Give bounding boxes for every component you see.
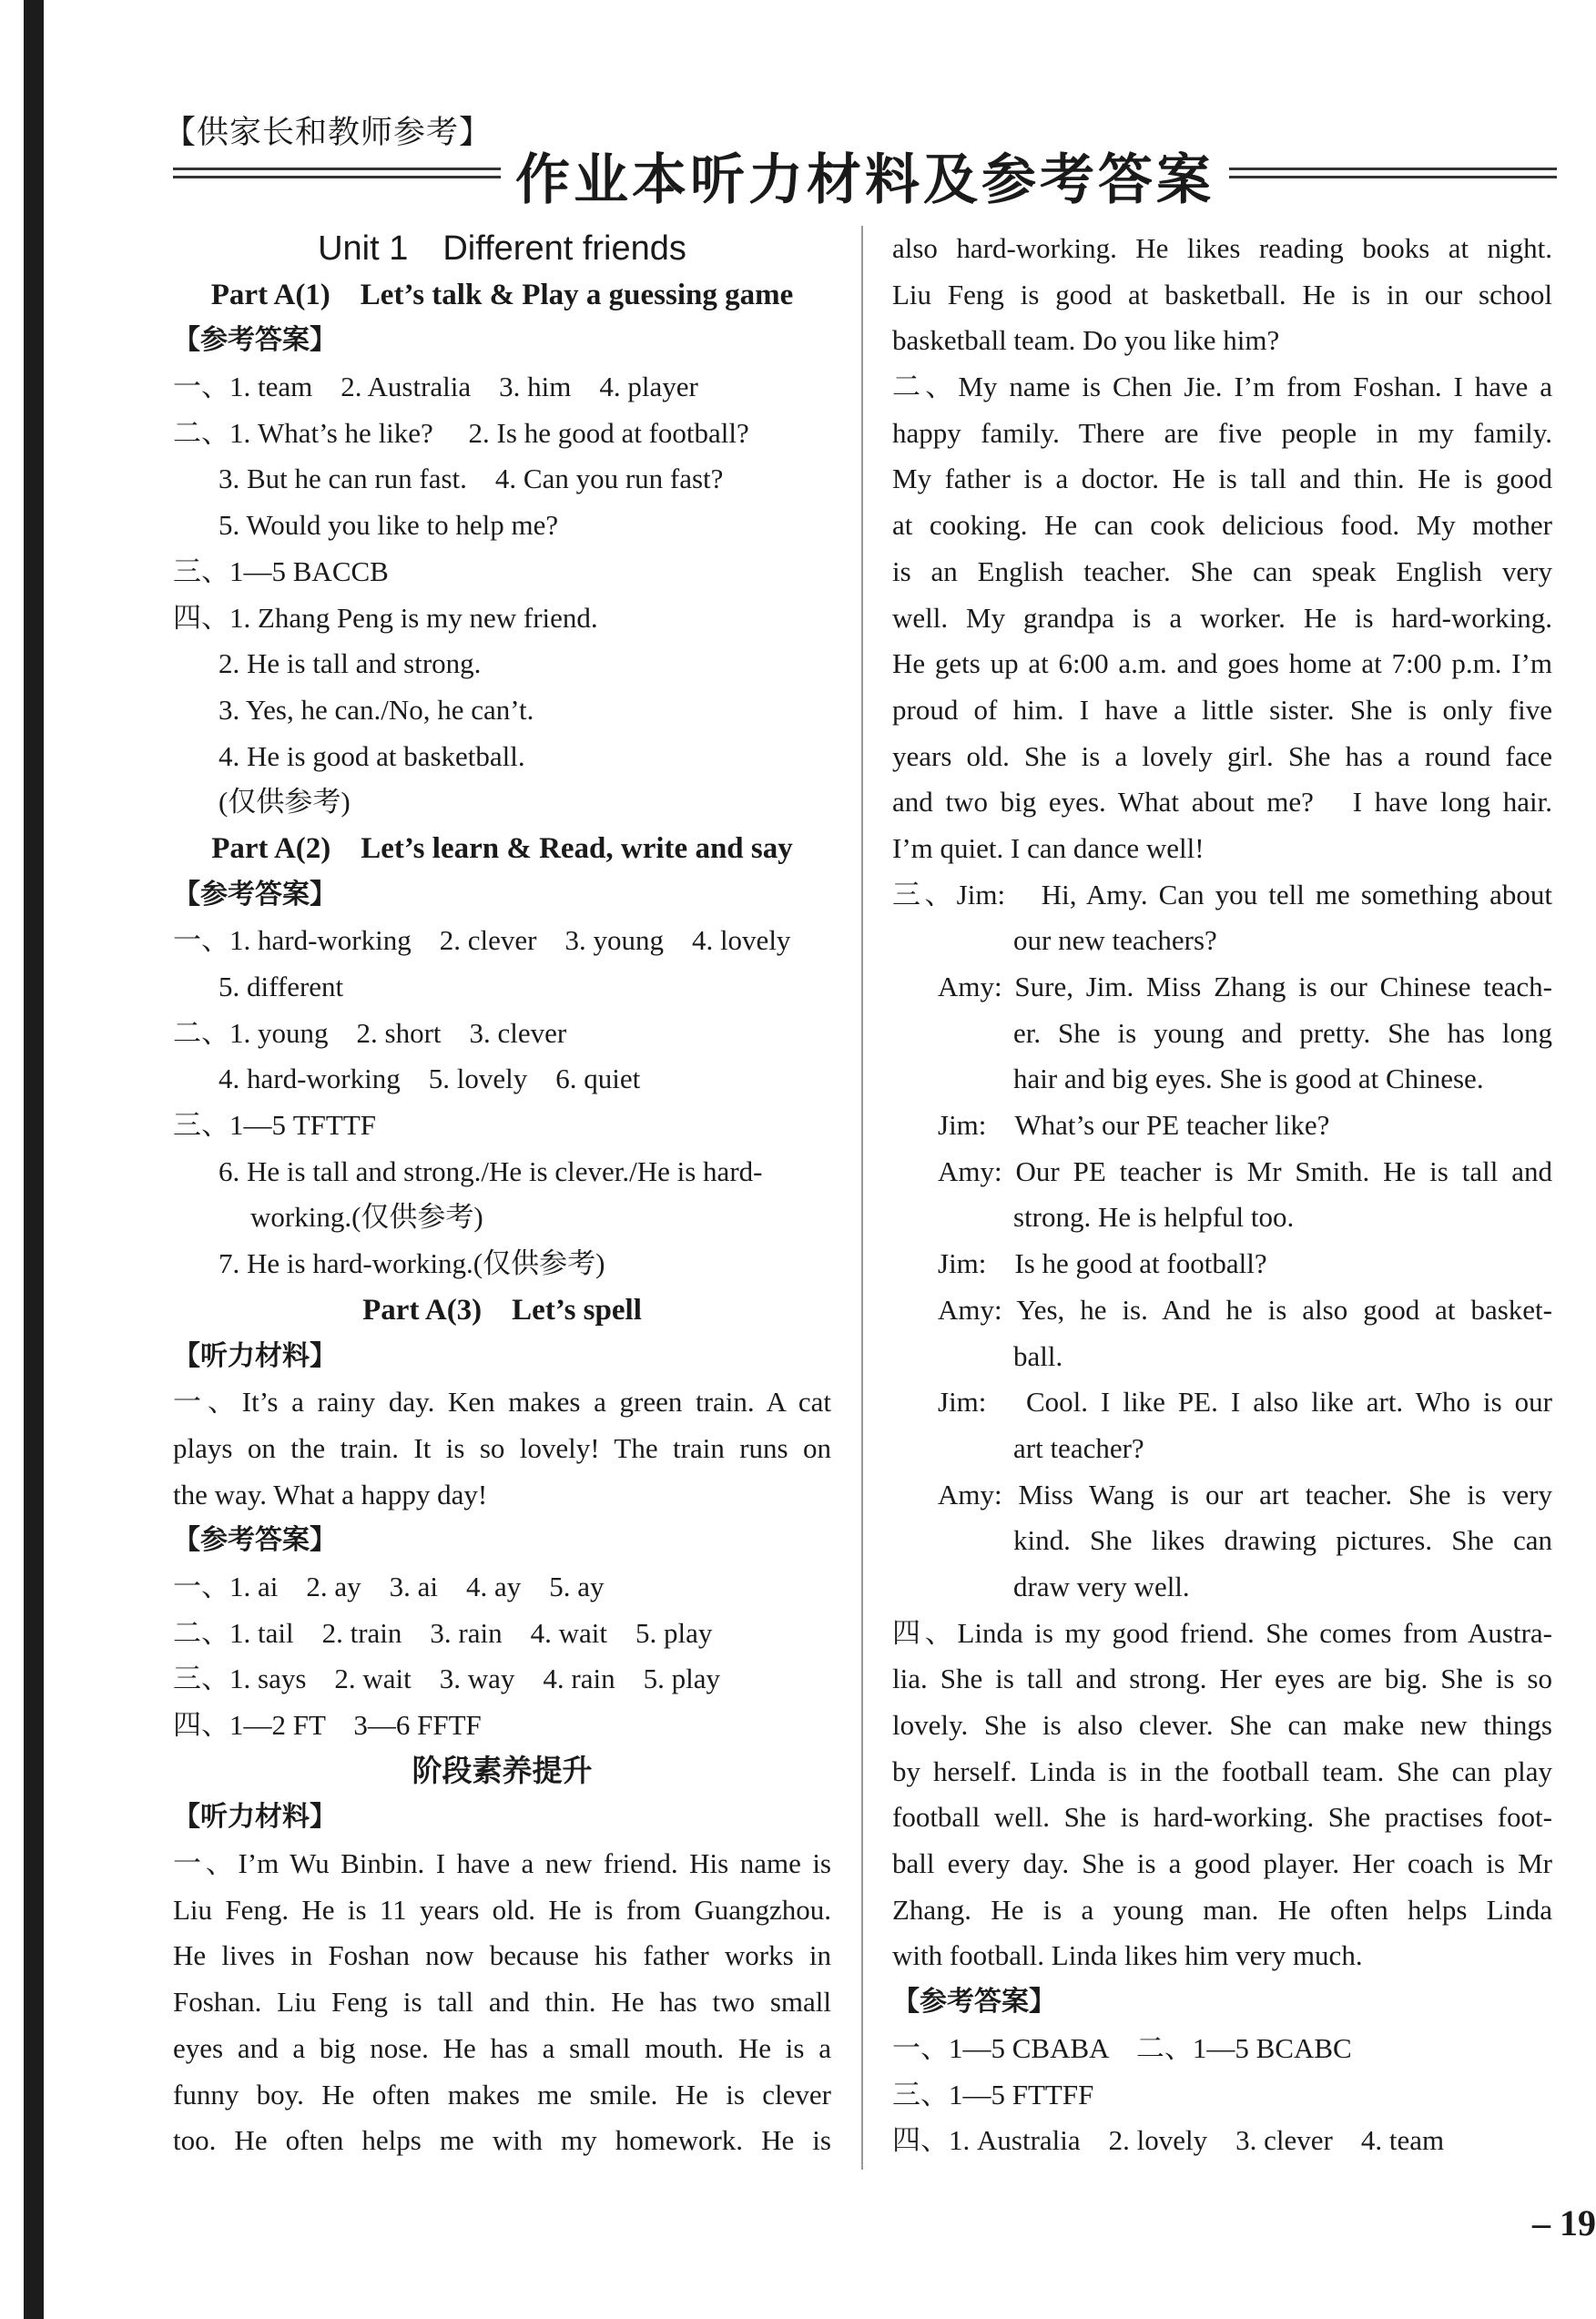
left-column-line: 5. Would you like to help me? — [219, 509, 559, 542]
right-column — [892, 226, 1552, 2164]
right-column-line: 四、Linda is my good friend. She comes from Austra- — [892, 1616, 1552, 1649]
left-column-line: He lives in Foshan now because his father works in — [173, 1939, 831, 1972]
right-column-line: hair and big eyes. She is good at Chinese. — [1013, 1063, 1484, 1095]
right-column-line: He gets up at 6:00 a.m. and goes home at 7:00 p.m. I’m — [892, 647, 1552, 680]
right-column-line: happy family. There are five people in my family. — [892, 416, 1552, 449]
left-column-line: 3. But he can run fast. 4. Can you run fast? — [219, 463, 724, 495]
right-column-line: ball. — [1013, 1339, 1063, 1372]
left-column-line: working.(仅供参考) — [250, 1201, 483, 1234]
right-column-line: Jim: What’s our PE teacher like? — [938, 1109, 1330, 1142]
left-column-line: 四、1—2 FT 3—6 FFTF — [173, 1709, 482, 1741]
right-column-line: kind. She likes drawing pictures. She can — [1013, 1524, 1552, 1557]
right-column-line: I’m quiet. I can dance well! — [892, 831, 1205, 864]
left-column-line: 2. He is tall and strong. — [219, 647, 482, 680]
left-column — [173, 226, 831, 2164]
title-row — [173, 137, 1557, 212]
right-column-line: lia. She is tall and strong. Her eyes are big. She is so — [892, 1663, 1552, 1695]
right-column-line: Jim: Is he good at football? — [938, 1247, 1267, 1280]
left-column-line: the way. What a happy day! — [173, 1478, 488, 1510]
left-column-line: 阶段素养提升 — [412, 1755, 593, 1788]
right-column-line: also hard-working. He likes reading books at night. — [892, 232, 1552, 264]
right-column-line: 【参考答案】 — [892, 1986, 1056, 2019]
left-column-line: 5. different — [219, 971, 344, 1002]
right-column-line: proud of him. I have a little sister. She is only five — [892, 693, 1552, 726]
left-column-line: plays on the train. It is so lovely! The train runs on — [173, 1431, 831, 1464]
right-column-line: is an English teacher. She can speak English very — [892, 554, 1552, 587]
right-column-line: My father is a doctor. He is tall and thin. He is good — [892, 463, 1552, 495]
left-column-line: 一、1. ai 2. ay 3. ai 4. ay 5. ay — [173, 1570, 605, 1602]
left-column-line: 【听力材料】 — [173, 1339, 337, 1372]
left-column-line: 【参考答案】 — [173, 878, 337, 910]
left-column-line: 【听力材料】 — [173, 1801, 337, 1834]
left-column-line: Foshan. Liu Feng is tall and thin. He has two small — [173, 1986, 831, 2019]
left-column-line: 二、1. What’s he like? 2. Is he good at football? — [173, 416, 749, 449]
right-column-line: lovely. She is also clever. She can make new things — [892, 1709, 1552, 1741]
left-column-line: 二、1. young 2. short 3. clever — [173, 1016, 567, 1049]
right-column-line: basketball team. Do you like him? — [892, 324, 1280, 357]
left-column-line: 三、1—5 BACCB — [173, 554, 389, 587]
left-column-line: 一、1. hard-working 2. clever 3. young 4. lovely — [173, 924, 791, 957]
book-spine — [24, 0, 44, 2319]
left-column-line: 3. Yes, he can./No, he can’t. — [219, 693, 534, 726]
right-column-line: at cooking. He can cook delicious food. My mother — [892, 509, 1552, 542]
right-column-line: our new teachers? — [1013, 924, 1217, 957]
right-column-line: Amy: Miss Wang is our art teacher. She is very — [938, 1478, 1552, 1510]
parent-teacher-note: 【供家长和教师参考】 — [164, 115, 493, 151]
left-column-line: Part A(1) Let’s talk & Play a guessing game — [210, 278, 794, 311]
left-column-line: 一、1. team 2. Australia 3. him 4. player — [173, 371, 698, 403]
left-column-line: 三、1. says 2. wait 3. way 4. rain 5. play — [173, 1663, 720, 1695]
right-column-line: Jim: Cool. I like PE. I also like art. Who is our — [938, 1386, 1552, 1419]
right-column-line: by herself. Linda is in the football team. She can play — [892, 1755, 1552, 1787]
left-column-line: 7. He is hard-working.(仅供参考) — [219, 1247, 605, 1280]
right-column-line: Amy: Yes, he is. And he is also good at basket- — [938, 1293, 1552, 1326]
right-column-line: 一、1—5 CBABA 二、1—5 BCABC — [892, 2031, 1352, 2064]
left-column-line: 二、1. tail 2. train 3. rain 4. wait 5. play — [173, 1616, 713, 1649]
right-column-line: er. She is young and pretty. She has long — [1013, 1016, 1552, 1049]
right-column-line: draw very well. — [1013, 1570, 1190, 1602]
right-column-line: Zhang. He is a young man. He often helps Linda — [892, 1893, 1552, 1926]
left-column-line: 4. He is good at basketball. — [219, 739, 525, 772]
page-number: – 19 — [1532, 2202, 1596, 2243]
page-title: 作业本听力材料及参考答案 — [515, 148, 1215, 212]
right-column-line: and two big eyes. What about me? I have long hair. — [892, 786, 1552, 819]
left-column-line: 6. He is tall and strong./He is clever./He is hard- — [219, 1154, 763, 1187]
left-column-line: funny boy. He often makes me smile. He is clever — [173, 2078, 831, 2110]
left-column-line: 一、I’m Wu Binbin. I have a new friend. His name is — [173, 1847, 831, 1880]
right-column-line: ball every day. She is a good player. Her coach is Mr — [892, 1847, 1552, 1880]
column-divider — [861, 226, 863, 2170]
left-column-line: 【参考答案】 — [173, 324, 337, 357]
right-column-line: years old. She is a lovely girl. She has a round face — [892, 739, 1552, 772]
title-rule-right — [1229, 168, 1557, 178]
right-column-line: well. My grandpa is a worker. He is hard-working. — [892, 601, 1552, 634]
right-column-line: with football. Linda likes him very much. — [892, 1939, 1363, 1972]
right-column-line: 四、1. Australia 2. lovely 3. clever 4. team — [892, 2124, 1445, 2157]
left-column-line: Liu Feng. He is 11 years old. He is from Guangzhou. — [173, 1893, 831, 1926]
left-column-line: too. He often helps me with my homework. He is — [173, 2124, 831, 2157]
left-column-line: 4. hard-working 5. lovely 6. quiet — [219, 1063, 641, 1095]
left-column-line: 一、It’s a rainy day. Ken makes a green train. A cat — [173, 1386, 831, 1419]
right-column-line: Liu Feng is good at basketball. He is in our school — [892, 278, 1552, 310]
right-column-line: art teacher? — [1013, 1431, 1144, 1464]
left-column-line: 三、1—5 TFTTF — [173, 1109, 377, 1142]
left-column-line: Part A(2) Let’s learn & Read, write and say — [211, 831, 793, 865]
right-column-line: 三、Jim: Hi, Amy. Can you tell me something about — [892, 878, 1552, 910]
right-column-line: Amy: Sure, Jim. Miss Zhang is our Chinese teach- — [938, 971, 1552, 1002]
left-column-line: eyes and a big nose. He has a small mouth. He is a — [173, 2031, 831, 2064]
left-column-line: 四、1. Zhang Peng is my new friend. — [173, 601, 598, 634]
left-column-line: 【参考答案】 — [173, 1524, 337, 1557]
right-column-line: Amy: Our PE teacher is Mr Smith. He is tall and — [938, 1154, 1552, 1187]
left-column-line: Unit 1 Different friends — [318, 229, 686, 268]
right-column-line: 二、My name is Chen Jie. I’m from Foshan. I have a — [892, 371, 1552, 403]
left-column-line: Part A(3) Let’s spell — [362, 1293, 642, 1327]
right-column-line: 三、1—5 FTTFF — [892, 2078, 1094, 2110]
left-column-line: (仅供参考) — [219, 786, 351, 819]
right-column-line: football well. She is hard-working. She practises foot- — [892, 1801, 1552, 1834]
right-column-line: strong. He is helpful too. — [1013, 1201, 1295, 1234]
